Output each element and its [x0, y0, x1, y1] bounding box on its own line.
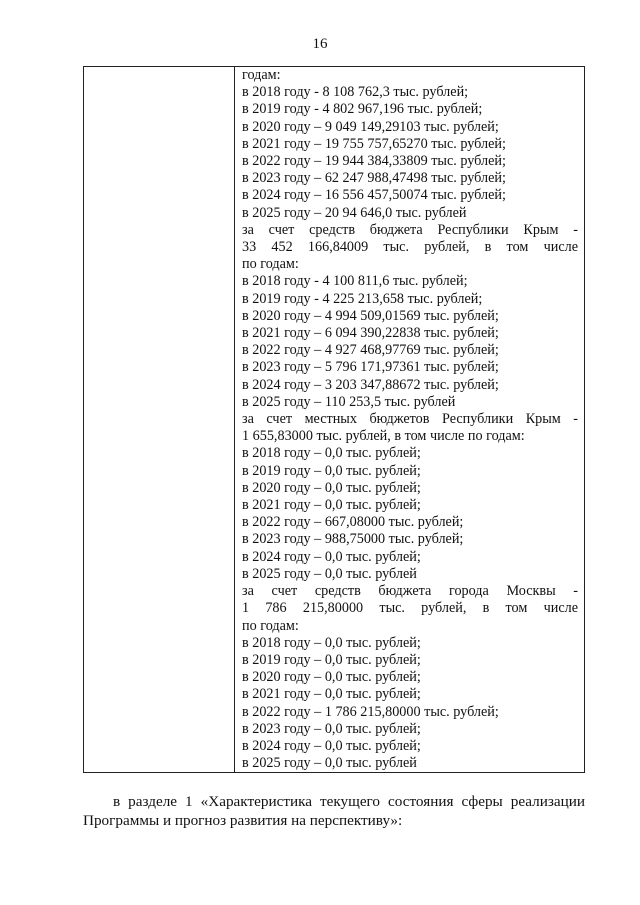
table-line: в 2018 году - 8 108 762,3 тыс. рублей; — [242, 84, 469, 101]
table-line: в 2025 году – 20 94 646,0 тыс. рублей — [242, 204, 467, 221]
funding-text-cell — [242, 67, 578, 772]
table-line: в 2022 году – 19 944 384,33809 тыс. рублей; — [242, 153, 506, 170]
page-number: 16 — [312, 36, 328, 52]
table-line: в 2024 году – 0,0 тыс. рублей; — [242, 548, 421, 565]
table-line: по годам: — [242, 617, 299, 634]
table-line: годам: — [242, 67, 281, 83]
table-column-divider — [234, 67, 235, 772]
table-line: в 2023 году – 0,0 тыс. рублей; — [242, 720, 421, 737]
paragraph-line-2: Программы и прогноз развития на перспективу»: — [83, 812, 403, 829]
table-line: в 2018 году - 4 100 811,6 тыс. рублей; — [242, 273, 468, 290]
table-line: в 2018 году – 0,0 тыс. рублей; — [242, 634, 421, 651]
table-line: в 2024 году – 16 556 457,50074 тыс. рублей; — [242, 187, 506, 204]
table-line: за счет средств бюджета Республики Крым - — [242, 221, 578, 238]
table-line: в 2023 году – 5 796 171,97361 тыс. рублей; — [242, 359, 499, 376]
body-paragraph — [83, 792, 585, 830]
table-line: 1 786 215,80000 тыс. рублей, в том числе — [242, 600, 578, 617]
table-line: в 2025 году – 0,0 тыс. рублей — [242, 565, 417, 582]
table-line: 33 452 166,84009 тыс. рублей, в том числе — [242, 239, 578, 256]
table-line: в 2024 году – 0,0 тыс. рублей; — [242, 737, 421, 754]
table-line: в 2024 году – 3 203 347,88672 тыс. рублей; — [242, 376, 499, 393]
table-line: в 2025 году – 110 253,5 тыс. рублей — [242, 393, 456, 410]
table-line: по годам: — [242, 256, 299, 273]
table-line: в 2019 году – 0,0 тыс. рублей; — [242, 462, 421, 479]
table-line: за счет местных бюджетов Республики Крым - — [242, 411, 578, 428]
table-line: в 2021 году – 19 755 757,65270 тыс. рублей; — [242, 135, 506, 152]
funding-table — [83, 66, 585, 773]
paragraph-line-1: в разделе 1 «Характеристика текущего состояния сферы реализации — [113, 793, 585, 810]
table-line: в 2019 году - 4 802 967,196 тыс. рублей; — [242, 101, 483, 118]
table-line: в 2021 году – 0,0 тыс. рублей; — [242, 497, 421, 514]
table-line: в 2019 году - 4 225 213,658 тыс. рублей; — [242, 290, 483, 307]
table-line: в 2025 году – 0,0 тыс. рублей — [242, 755, 417, 772]
table-line: за счет средств бюджета города Москвы - — [242, 583, 578, 600]
table-line: 1 655,83000 тыс. рублей, в том числе по годам: — [242, 428, 525, 445]
table-line: в 2022 году – 1 786 215,80000 тыс. рублей; — [242, 703, 499, 720]
table-line: в 2022 году – 4 927 468,97769 тыс. рублей; — [242, 342, 499, 359]
table-line: в 2019 году – 0,0 тыс. рублей; — [242, 651, 421, 668]
table-line: в 2020 году – 4 994 509,01569 тыс. рублей; — [242, 307, 499, 324]
table-line: в 2023 году – 988,75000 тыс. рублей; — [242, 531, 464, 548]
table-line: в 2020 году – 0,0 тыс. рублей; — [242, 669, 421, 686]
table-line: в 2020 году – 0,0 тыс. рублей; — [242, 479, 421, 496]
table-line: в 2020 году – 9 049 149,29103 тыс. рублей; — [242, 118, 499, 135]
table-line: в 2021 году – 0,0 тыс. рублей; — [242, 686, 421, 703]
table-line: в 2022 году – 667,08000 тыс. рублей; — [242, 514, 464, 531]
table-line: в 2021 году – 6 094 390,22838 тыс. рублей; — [242, 325, 499, 342]
table-line: в 2018 году – 0,0 тыс. рублей; — [242, 445, 421, 462]
table-line: в 2023 году – 62 247 988,47498 тыс. рублей; — [242, 170, 506, 187]
